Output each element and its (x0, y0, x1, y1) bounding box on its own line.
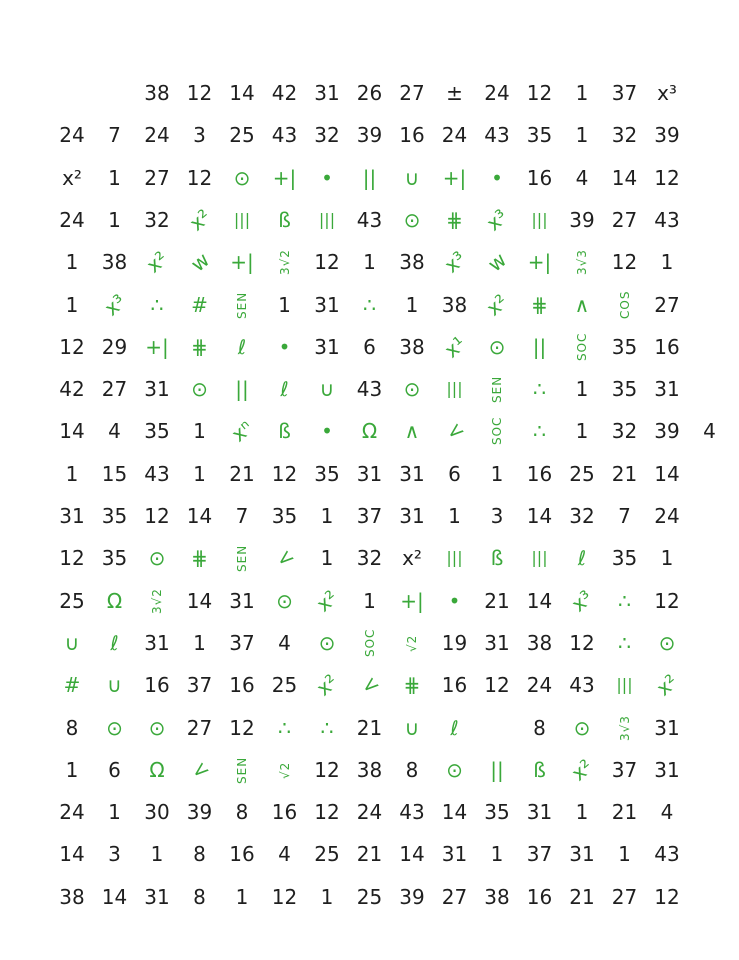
green-symbol-cell: • (448, 588, 461, 613)
number-cell: 27 (101, 377, 128, 402)
number-cell: 21 (356, 715, 383, 740)
number-cell: ± (446, 81, 463, 105)
green-symbol-cell: ||| (446, 379, 463, 399)
green-symbol-cell: ß (278, 207, 291, 232)
green-symbol-cell: ℓ (450, 715, 459, 740)
number-cell: 4 (278, 842, 291, 867)
green-symbol-cell: ||| (318, 209, 336, 229)
number-cell: 35 (271, 504, 298, 528)
green-symbol-cell: # (63, 673, 81, 698)
number-cell: 35 (526, 123, 553, 148)
number-cell: 39 (186, 800, 213, 825)
green-symbol-cell: +| (442, 165, 467, 190)
number-cell: 32 (144, 207, 170, 232)
green-symbol-cell: +| (400, 588, 424, 613)
number-cell: 6 (363, 334, 376, 359)
number-cell: 1 (490, 842, 504, 867)
number-cell: 25 (569, 461, 595, 486)
number-cell: 14 (399, 842, 425, 867)
green-symbol-cell: ⊙ (148, 546, 166, 571)
number-cell: 25 (59, 588, 85, 613)
green-symbol-cell: ∪ (64, 630, 80, 655)
number-cell: 37 (526, 842, 553, 867)
number-cell: 35 (611, 377, 638, 402)
number-cell: x² (62, 165, 82, 190)
green-symbol-cell: x² (651, 669, 683, 701)
green-symbol-cell: • (491, 165, 503, 190)
number-cell: 7 (618, 504, 631, 528)
green-symbol-cell: 3√2 (150, 587, 164, 614)
number-cell: 3 (193, 123, 206, 148)
green-symbol-cell: ∪ (107, 673, 122, 698)
green-symbol-cell: ∧ (574, 292, 590, 317)
number-cell: 43 (654, 207, 680, 232)
number-cell: 27 (654, 292, 680, 317)
number-cell: 35 (611, 334, 638, 359)
number-cell: x² (402, 546, 422, 571)
green-symbol-cell: ß (278, 419, 291, 444)
green-symbol-cell: x² (141, 246, 173, 278)
number-cell: 38 (399, 250, 425, 275)
number-cell: 14 (611, 165, 638, 190)
green-symbol-cell: • (278, 334, 291, 359)
green-symbol-cell: || (362, 165, 377, 190)
number-cell: 1 (660, 250, 674, 275)
number-cell: 43 (654, 842, 680, 867)
number-cell: 37 (186, 673, 213, 698)
green-symbol-cell: ⋕ (191, 334, 208, 359)
green-symbol-cell: 3√3 (575, 249, 589, 276)
green-symbol-cell: ∴ (363, 292, 376, 317)
green-symbol-cell: x³ (99, 288, 130, 321)
number-cell: 1 (575, 377, 589, 402)
green-symbol-cell: ⊙ (658, 630, 676, 655)
number-cell: 21 (611, 800, 638, 825)
number-cell: 12 (59, 334, 85, 359)
number-cell: 31 (144, 630, 170, 655)
number-cell: 21 (356, 842, 383, 867)
number-cell: 21 (611, 461, 638, 486)
number-cell: x³ (657, 81, 677, 105)
green-symbol-cell: || (490, 757, 504, 782)
number-cell: 16 (399, 123, 425, 148)
number-cell: 35 (611, 546, 638, 571)
number-cell: 38 (144, 81, 170, 105)
number-cell: 39 (654, 123, 680, 148)
number-cell: 1 (320, 504, 334, 528)
green-symbol-cell: x² (311, 585, 343, 617)
green-symbol-cell: ||| (616, 675, 633, 695)
green-symbol-cell: ℓ (280, 377, 289, 402)
number-cell: 16 (654, 334, 680, 359)
number-cell: 27 (611, 207, 638, 232)
number-cell: 8 (193, 884, 206, 909)
green-symbol-cell: SEN (235, 544, 249, 572)
green-symbol-cell: ℓ (577, 546, 587, 571)
green-symbol-cell: ℓ (237, 334, 247, 359)
number-cell: 31 (399, 461, 425, 486)
number-cell: 42 (271, 81, 298, 105)
number-cell: 35 (144, 419, 170, 444)
green-symbol-cell: ⊙ (403, 207, 421, 232)
number-cell: 1 (108, 165, 121, 190)
number-cell: 38 (356, 757, 383, 782)
number-cell: 31 (356, 461, 383, 486)
number-cell: 4 (703, 419, 716, 444)
green-symbol-cell: √2 (277, 761, 292, 779)
number-cell: 4 (575, 165, 589, 190)
number-cell: 38 (59, 884, 85, 909)
number-cell: 16 (526, 884, 553, 909)
green-symbol-cell: x³ (439, 246, 470, 278)
green-symbol-cell: ||| (446, 548, 463, 568)
number-cell: 1 (320, 546, 334, 571)
number-cell: 31 (654, 377, 680, 402)
number-cell: 4 (108, 419, 121, 444)
number-cell: 32 (314, 123, 340, 148)
number-cell: 25 (229, 123, 255, 148)
green-symbol-cell: ℓ (110, 630, 119, 655)
number-cell: 31 (484, 630, 510, 655)
green-symbol-cell: √2 (405, 634, 419, 652)
number-cell: 38 (526, 630, 553, 655)
number-cell: 16 (441, 673, 468, 698)
green-symbol-cell: ∴ (533, 377, 546, 402)
number-cell: 43 (144, 461, 170, 486)
green-symbol-cell: • (321, 165, 333, 190)
green-symbol-cell: ∴ (533, 419, 546, 444)
number-cell: 1 (65, 757, 79, 782)
green-symbol-cell: SOC (575, 332, 589, 362)
green-symbol-cell: || (235, 377, 249, 402)
number-cell: 1 (65, 250, 79, 275)
green-symbol-cell: ⊙ (573, 715, 591, 740)
number-cell: 7 (235, 504, 249, 528)
number-cell: 39 (399, 884, 425, 909)
number-cell: 4 (278, 630, 291, 655)
number-cell: 35 (101, 504, 128, 528)
number-cell: 1 (235, 884, 249, 909)
number-cell: 1 (575, 419, 589, 444)
number-cell: 1 (193, 419, 206, 444)
number-cell: 12 (271, 461, 298, 486)
green-symbol-cell: ⊙ (318, 630, 336, 655)
green-symbol-cell: ∴ (150, 292, 164, 317)
number-cell: 24 (59, 800, 85, 825)
number-cell: 12 (186, 165, 213, 190)
number-cell: 26 (356, 81, 383, 105)
number-cell: 16 (229, 673, 255, 698)
green-symbol-cell: SEN (235, 290, 249, 319)
number-cell: 27 (399, 81, 425, 105)
number-cell: 25 (314, 842, 340, 867)
number-cell: 38 (101, 250, 128, 275)
number-cell: 12 (186, 81, 213, 105)
number-cell: 31 (314, 81, 340, 105)
number-cell: 24 (59, 207, 85, 232)
number-cell: 31 (399, 504, 425, 528)
number-cell: 1 (320, 884, 334, 909)
number-cell: 3 (490, 504, 504, 528)
green-symbol-cell: ||| (531, 548, 548, 568)
green-symbol-cell: # (191, 292, 208, 317)
number-cell: 12 (654, 165, 680, 190)
number-cell: 43 (399, 800, 425, 825)
number-cell: 16 (271, 800, 298, 825)
green-symbol-cell: || (532, 334, 547, 359)
number-cell: 24 (59, 123, 85, 148)
number-cell: 8 (65, 715, 79, 740)
green-symbol-cell: ß (533, 757, 546, 782)
number-cell: 24 (526, 673, 553, 698)
green-symbol-cell: ∪ (404, 715, 420, 740)
number-cell: 1 (448, 504, 461, 528)
number-cell: 35 (314, 461, 340, 486)
number-cell: 1 (575, 800, 589, 825)
green-symbol-cell: ∴ (320, 715, 334, 740)
green-symbol-cell: ß (490, 546, 504, 571)
number-cell: 31 (654, 715, 680, 740)
number-cell: 16 (526, 165, 553, 190)
green-symbol-cell: ∧ (404, 419, 420, 444)
green-symbol-cell: ⊙ (488, 334, 506, 359)
number-cell: 38 (484, 884, 510, 909)
number-cell: 8 (405, 757, 419, 782)
number-cell: 1 (575, 123, 589, 148)
number-cell: 8 (235, 800, 249, 825)
number-cell: 1 (108, 207, 121, 232)
number-cell: 1 (575, 81, 589, 105)
green-symbol-cell: +| (272, 165, 297, 190)
number-cell: 1 (363, 588, 376, 613)
number-cell: 24 (441, 123, 468, 148)
green-symbol-cell: SOC (490, 417, 504, 446)
number-cell: 24 (654, 504, 680, 528)
number-cell: 12 (526, 81, 553, 105)
green-symbol-cell: < (270, 543, 299, 573)
number-cell: 31 (314, 292, 340, 317)
green-symbol-cell: 3√3 (617, 714, 632, 741)
number-cell: 8 (193, 842, 206, 867)
number-cell: 31 (654, 757, 680, 782)
number-cell: 7 (108, 123, 121, 148)
number-cell: 43 (356, 377, 383, 402)
green-symbol-cell: x² (481, 288, 513, 321)
number-cell: 1 (193, 461, 206, 486)
green-symbol-cell: x² (566, 754, 598, 786)
number-cell: 1 (65, 292, 79, 317)
number-cell: 27 (144, 165, 170, 190)
number-cell: 12 (59, 546, 85, 571)
number-cell: 31 (526, 800, 553, 825)
green-symbol-cell: ⋕ (531, 292, 548, 317)
number-cell: 27 (611, 884, 638, 909)
number-cell: 15 (101, 461, 128, 486)
number-cell: 24 (484, 81, 510, 105)
number-cell: 1 (150, 842, 164, 867)
green-symbol-cell: +| (145, 334, 169, 359)
number-cell: 27 (186, 715, 213, 740)
number-cell: 31 (59, 504, 85, 528)
number-cell: 12 (314, 250, 340, 275)
number-cell: 14 (441, 800, 468, 825)
number-cell: 31 (314, 334, 340, 359)
number-cell: 14 (186, 588, 213, 613)
number-cell: 37 (611, 81, 638, 105)
green-symbol-cell: ⊙ (403, 377, 421, 402)
number-cell: 12 (654, 588, 680, 613)
number-cell: 39 (569, 207, 595, 232)
green-symbol-cell: < (440, 416, 469, 446)
number-cell: 43 (271, 123, 298, 148)
green-symbol-cell: +| (230, 250, 254, 275)
number-cell: 12 (229, 715, 255, 740)
number-cell: 12 (314, 800, 340, 825)
number-cell: 6 (448, 461, 461, 486)
number-cell: 14 (59, 419, 85, 444)
green-symbol-cell: ⊙ (106, 715, 123, 740)
number-cell: 31 (144, 884, 170, 909)
green-symbol-cell: ⊙ (148, 715, 166, 740)
number-cell: 14 (526, 588, 553, 613)
number-cell: 14 (59, 842, 85, 867)
green-symbol-cell: ||| (233, 209, 251, 229)
number-cell: 24 (356, 800, 383, 825)
number-cell: 43 (484, 123, 510, 148)
green-symbol-cell: ⊙ (276, 588, 293, 613)
green-symbol-cell: w (483, 247, 511, 277)
green-symbol-cell: ∴ (618, 630, 631, 655)
number-cell: 14 (654, 461, 680, 486)
number-cell: 3 (108, 842, 121, 867)
green-symbol-cell: ∪ (319, 377, 335, 402)
number-cell: 12 (569, 630, 595, 655)
green-symbol-cell: Ω (361, 419, 378, 444)
green-symbol-cell: x² (311, 669, 343, 701)
number-cell: 32 (611, 123, 638, 148)
number-cell: 27 (441, 884, 468, 909)
number-cell: 38 (399, 334, 425, 359)
green-symbol-cell: x¹ (439, 331, 470, 363)
number-cell: 16 (229, 842, 255, 867)
number-cell: 43 (356, 207, 383, 232)
number-cell: 1 (490, 461, 504, 486)
number-cell: 30 (144, 800, 170, 825)
number-cell: 31 (441, 842, 468, 867)
green-symbol-cell: • (321, 419, 333, 444)
number-cell: 19 (441, 630, 468, 655)
number-cell: 21 (484, 588, 510, 613)
green-symbol-cell: x³ (566, 585, 598, 617)
green-symbol-cell: x³ (481, 204, 513, 236)
number-cell: 12 (611, 250, 638, 275)
green-symbol-cell: ||| (531, 209, 548, 229)
number-cell: 21 (229, 461, 255, 486)
number-cell: 12 (654, 884, 680, 909)
number-cell: 35 (484, 800, 510, 825)
number-cell: 4 (660, 800, 674, 825)
green-symbol-cell: ∪ (404, 165, 420, 190)
number-cell: 31 (569, 842, 595, 867)
number-cell: 37 (229, 630, 255, 655)
green-symbol-cell: SOC (362, 628, 377, 658)
number-cell: 24 (144, 123, 170, 148)
number-cell: 37 (611, 757, 638, 782)
number-cell: 39 (654, 419, 680, 444)
green-symbol-cell: x² (184, 204, 215, 236)
green-symbol-cell: < (185, 755, 214, 785)
green-symbol-cell: COS (617, 290, 632, 319)
green-symbol-cell: ⋕ (446, 207, 463, 232)
green-symbol-cell: ∴ (278, 715, 291, 740)
number-cell: 1 (278, 292, 291, 317)
green-symbol-cell: SEN (490, 375, 504, 403)
number-cell: 8 (533, 715, 546, 740)
number-cell: 16 (144, 673, 170, 698)
green-symbol-cell: ⊙ (446, 757, 463, 782)
number-cell: 37 (356, 504, 383, 528)
number-cell: 12 (314, 757, 340, 782)
number-cell: 12 (144, 504, 170, 528)
number-cell: 32 (356, 546, 383, 571)
number-cell: 14 (186, 504, 213, 528)
green-symbol-cell: Ω (106, 588, 123, 613)
number-cell: 39 (356, 123, 383, 148)
green-symbol-cell: +| (527, 250, 552, 275)
number-cell: 38 (441, 292, 468, 317)
number-cell: 31 (144, 377, 170, 402)
green-symbol-cell: ∴ (618, 588, 631, 613)
number-cell: 32 (611, 419, 638, 444)
number-cell: 29 (101, 334, 128, 359)
number-cell: 14 (101, 884, 128, 909)
green-symbol-cell: 3√2 (277, 249, 292, 276)
green-symbol-cell: ⊙ (233, 165, 251, 190)
number-cell: 14 (229, 81, 255, 105)
number-cell: 31 (229, 588, 255, 613)
green-symbol-cell: SEN (235, 756, 249, 784)
number-cell: 1 (108, 800, 121, 825)
number-cell: 14 (526, 504, 553, 528)
number-cell: 1 (363, 250, 376, 275)
number-cell: 43 (569, 673, 595, 698)
green-symbol-cell: xⁿ (226, 415, 258, 447)
green-symbol-cell: w (185, 247, 214, 277)
green-symbol-cell: ⋕ (191, 546, 208, 571)
number-cell: 12 (271, 884, 298, 909)
number-cell: 1 (405, 292, 419, 317)
number-cell: 32 (569, 504, 595, 528)
green-symbol-cell: < (355, 670, 384, 700)
green-symbol-cell: ⊙ (191, 377, 208, 402)
number-cell: 25 (271, 673, 298, 698)
green-symbol-cell: ⋕ (403, 673, 421, 698)
number-cell: 25 (356, 884, 383, 909)
number-cell: 1 (660, 546, 674, 571)
number-cell: 42 (59, 377, 85, 402)
number-cell: 1 (193, 630, 206, 655)
number-cell: 6 (108, 757, 121, 782)
green-symbol-cell: Ω (149, 757, 165, 782)
number-cell: 1 (65, 461, 79, 486)
number-cell: 35 (101, 546, 128, 571)
number-cell: 21 (569, 884, 595, 909)
number-cell: 1 (618, 842, 631, 867)
number-cell: 16 (526, 461, 553, 486)
number-cell: 12 (484, 673, 510, 698)
